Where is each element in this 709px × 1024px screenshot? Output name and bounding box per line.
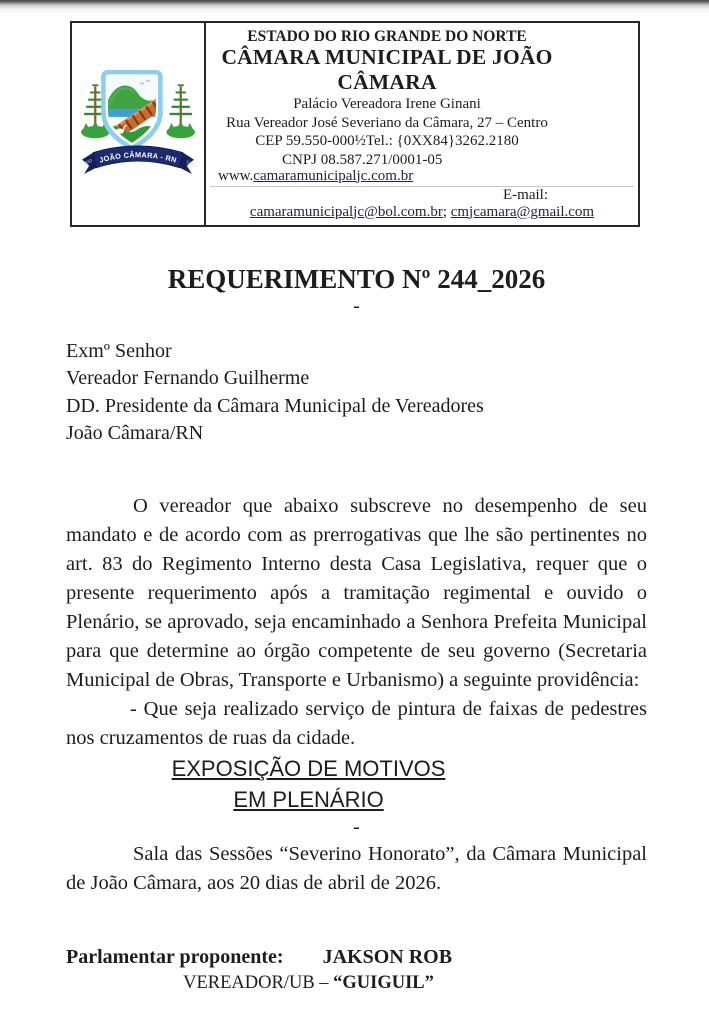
- exposition-heading-line-2: EM PLENÁRIO: [233, 786, 384, 812]
- request-item: - Que seja realizado serviço de pintura de faixas de pedestres nos cruzamentos de ruas da cidade.: [66, 697, 647, 749]
- document-title: REQUERIMENTO Nº 244_2026: [167, 263, 546, 294]
- ribbon-text: JOÃO CÂMARA - RN: [98, 150, 178, 165]
- letterhead-org-line: CÂMARA MUNICIPAL DE JOÃO CÂMARA: [221, 45, 553, 94]
- proponent-label: Parlamentar proponente:: [66, 945, 284, 968]
- proponent-name: JAKSON ROB: [322, 945, 453, 968]
- separator-dash-1: -: [353, 294, 360, 317]
- ribbon-year-right: 1928: [185, 158, 197, 168]
- letterhead-cep-line: CEP 59.550-000½Tel.: {0XX84}3262.2180: [255, 133, 519, 149]
- email-link-2[interactable]: cmjcamara@gmail.com: [450, 203, 595, 220]
- addressee-line-3: DD. Presidente da Câmara Municipal de Vereadores: [66, 394, 484, 417]
- letterhead-cnpj-line: CNPJ 08.587.271/0001-05: [282, 151, 443, 168]
- letterhead-www-line: [210, 169, 634, 184]
- email-addresses-line: [210, 203, 634, 223]
- letterhead-palace-line: Palácio Vereadora Irene Ginani: [293, 96, 481, 112]
- exposition-heading-line-1: EXPOSIÇÃO DE MOTIVOS: [171, 755, 446, 781]
- proponent-line: [66, 944, 647, 971]
- www-prefix: www.: [218, 167, 254, 184]
- role-name: “GUIGUIL”: [333, 972, 434, 993]
- letterhead-info: [206, 23, 638, 225]
- letterhead-state-line: ESTADO DO RIO GRANDE DO NORTE: [247, 28, 527, 45]
- closing-paragraph: Sala das Sessões “Severino Honorato”, da Câmara Municipal de João Câmara, aos 20 dias de abril de 2026.: [66, 842, 647, 894]
- role-prefix: VEREADOR/UB –: [183, 972, 334, 993]
- scan-artifact-top: [0, 0, 709, 14]
- email-link-1[interactable]: camaramunicipaljc@bol.com.br: [249, 203, 443, 220]
- addressee-line-4: João Câmara/RN: [66, 422, 204, 444]
- email-separator: ;: [442, 203, 451, 220]
- addressee-line-2: Vereador Fernando Guilherme: [66, 367, 310, 389]
- body-paragraph: O vereador que abaixo subscreve no desempenho de seu mandato e de acordo com as prerrogativas que lhe são pertinentes no art. 83 do Regimento Interno desta Casa Legislativa, requer que o presente requerimento após a tramitação regimental e ouvido o Plenário, se aprovado, seja encaminhado a Senhora Prefeita Municipal para que determine ao órgão competente de seu governo (Secretaria Municipal de Obras, Transporte e Urbanismo) a seguinte providência:: [66, 494, 647, 691]
- letterhead: [70, 21, 640, 227]
- ribbon-year-left: 1910: [82, 157, 93, 167]
- letterhead-address-line: Rua Vereador José Severiano da Câmara, 27 – Centro: [226, 114, 548, 131]
- tree-icon-right: [166, 84, 194, 138]
- ribbon-banner: [82, 146, 197, 174]
- email-label: E-mail:: [503, 186, 548, 203]
- addressee-block: [66, 338, 647, 448]
- email-block: [210, 186, 634, 223]
- coat-of-arms-logo: [79, 70, 197, 178]
- addressee-line-1: Exmº Senhor: [66, 339, 172, 362]
- document-page: [66, 21, 647, 995]
- website-link[interactable]: camaramunicipaljc.com.br: [253, 167, 414, 184]
- separator-dash-2: -: [353, 815, 360, 838]
- logo-cell: [72, 23, 206, 225]
- role-line: [66, 971, 551, 995]
- shield-icon: [100, 72, 164, 148]
